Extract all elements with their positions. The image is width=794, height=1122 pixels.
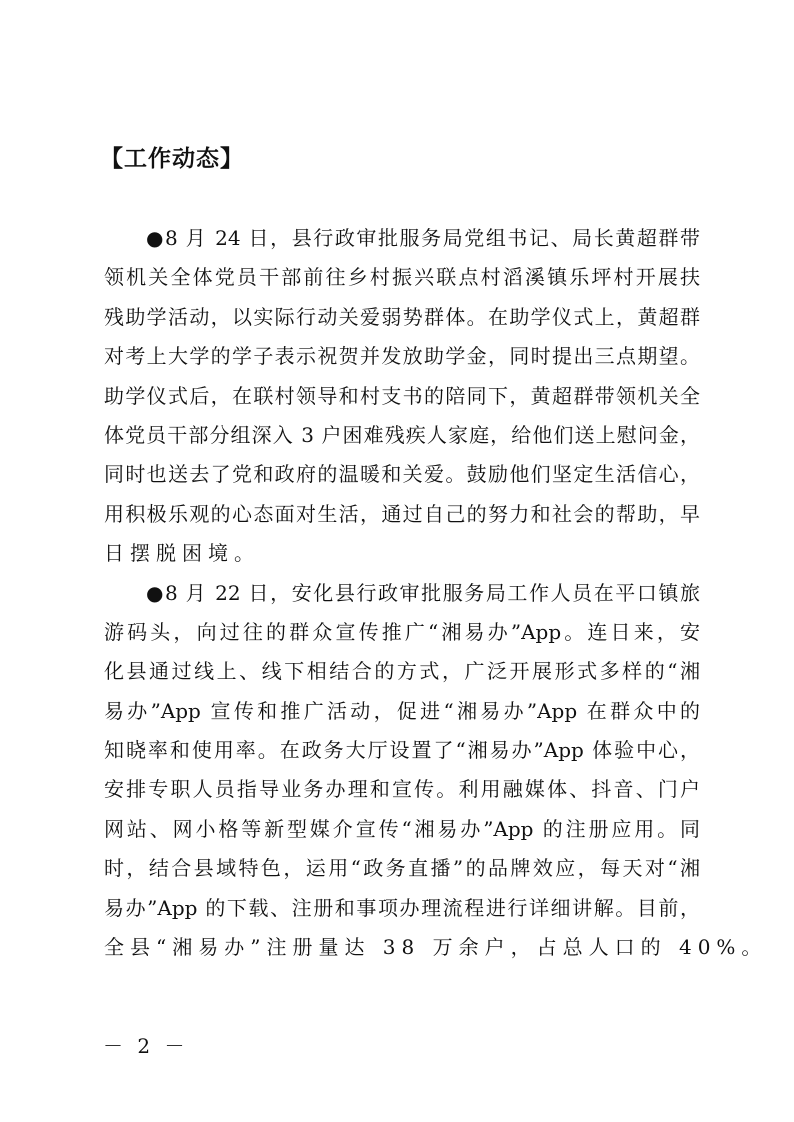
paragraph-2 [104,574,768,968]
text-line: 时，结合县域特色，运用“政务直播”的品牌效应，每天对“湘 [104,856,700,881]
text-line: 化县通过线上、线下相结合的方式，广泛开展形式多样的“湘 [104,659,700,684]
text-line: 易办”App 的下载、注册和事项办理流程进行详细讲解。目前， [104,895,700,920]
text-line: 体党员干部分组深入 3 户困难残疾人家庭，给他们送上慰问金， [104,422,700,447]
text-line: 残助学活动，以实际行动关爱弱势群体。在助学仪式上，黄超群 [104,304,700,329]
text-line: 知晓率和使用率。在政务大厅设置了“湘易办”App 体验中心， [104,738,700,763]
text-line: 网站、网小格等新型媒介宣传“湘易办”App 的注册应用。同 [104,816,700,841]
page-number: － 2 － [103,1034,189,1058]
paragraph-1 [104,219,700,574]
text-line: 同时也送去了党和政府的温暖和关爱。鼓励他们坚定生活信心， [104,462,700,487]
text-line: 游码头，向过往的群众宣传推广“湘易办”App。连日来，安 [104,619,700,644]
text-line: 对考上大学的学子表示祝贺并发放助学金，同时提出三点期望。 [104,344,700,369]
text-line: ●8 月 22 日，安化县行政审批服务局工作人员在平口镇旅 [146,580,700,605]
section-title: 【工作动态】 [100,146,244,172]
text-line: 用积极乐观的心态面对生活，通过自己的努力和社会的帮助，早 [104,501,700,526]
text-line: ●8 月 24 日，县行政审批服务局党组书记、局长黄超群带 [146,226,700,250]
text-line: 日摆脱困境。 [104,541,260,566]
text-line: 全县“湘易办”注册量达 38 万余户，占总人口的 40%。 [104,935,768,960]
article-body [104,219,768,967]
text-line: 易办”App 宣传和推广活动，促进“湘易办”App 在群众中的 [104,698,700,723]
text-line: 领机关全体党员干部前往乡村振兴联点村滔溪镇乐坪村开展扶 [104,265,700,290]
text-line: 安排专职人员指导业务办理和宣传。利用融媒体、抖音、门户 [104,777,700,802]
text-line: 助学仪式后，在联村领导和村支书的陪同下，黄超群带领机关全 [104,383,700,408]
